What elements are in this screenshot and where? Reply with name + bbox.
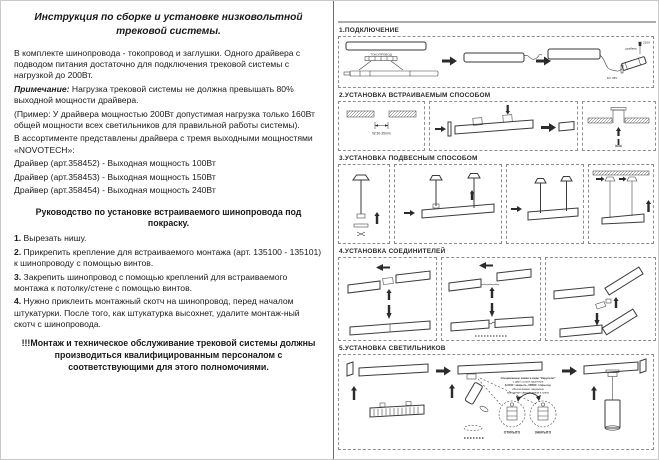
diagram-connection <box>338 36 654 88</box>
diagram-corner-connector <box>545 257 656 341</box>
text-column <box>1 1 334 459</box>
arrow-up-icon <box>614 297 619 308</box>
track-joined-angled <box>603 309 638 335</box>
arrow-up-icon <box>374 212 379 224</box>
pendant-assembled-svg <box>508 166 582 242</box>
arrow-up-icon <box>616 127 621 136</box>
end-cap <box>640 359 646 373</box>
track-plain <box>559 122 574 132</box>
section-4-header: 4.УСТАНОВКА СОЕДИНИТЕЛЕЙ <box>339 248 446 255</box>
closed-label: ЗАКРЫТО <box>534 430 552 435</box>
ceiling-hole <box>464 425 482 430</box>
conductor-rod <box>350 71 438 76</box>
arrow-right-icon <box>435 126 446 132</box>
flex-connector-svg <box>443 259 539 339</box>
arrow-right-icon <box>562 367 577 376</box>
arrow-down-icon <box>595 313 600 326</box>
niche-width-label: W:30-35mm <box>372 131 391 136</box>
pendant-luminaire <box>605 400 620 428</box>
diagram-recessed-section <box>582 101 656 151</box>
step-1 <box>14 233 323 244</box>
section-1-row <box>338 36 656 88</box>
arrow-down-icon <box>386 305 391 319</box>
arrow-left-icon <box>479 262 493 269</box>
screw-icon <box>615 145 622 147</box>
section-1-header: 1.ПОДКЛЮЧЕНИЕ <box>339 27 400 34</box>
arrow-up-icon <box>449 384 455 398</box>
track-profile <box>346 42 426 50</box>
diagram-column <box>335 1 659 460</box>
connection-diagram-svg <box>340 38 652 86</box>
connector-strip <box>481 284 499 285</box>
diagram-pendant-kit <box>338 164 390 244</box>
recessed-channel <box>613 110 624 123</box>
open-label: ОТКРЫТО <box>503 430 521 435</box>
top-divider <box>338 21 656 23</box>
track-left <box>449 279 481 291</box>
track-joined-left <box>560 325 602 337</box>
lock-note-line: обеспечивают надежное <box>512 386 544 391</box>
track-right <box>497 269 531 281</box>
wall-section <box>389 111 416 117</box>
page-title: Инструкция по сборке и установке низковольтной трековой системы. <box>34 12 303 37</box>
adapter <box>608 373 617 377</box>
arrow-right-icon <box>404 210 415 216</box>
arrow-right-icon <box>596 177 605 182</box>
arrow-left-icon <box>376 264 390 271</box>
track-right <box>396 271 430 283</box>
canopy <box>468 174 480 179</box>
screw-icon <box>505 111 510 115</box>
step-3 <box>14 272 323 295</box>
pendant-ceiling-svg <box>590 166 652 242</box>
section-2-header: 2.УСТАНОВКА ВСТРАИВАЕМЫМ СПОСОБОМ <box>339 92 491 99</box>
rod-bracket <box>357 214 365 218</box>
section-5-row <box>338 354 656 450</box>
diagram-luminaires <box>338 354 654 450</box>
arrow-up-icon <box>646 200 651 212</box>
ceiling-section <box>593 171 649 175</box>
conductor-label: ТОКОПРОВОД <box>370 52 392 57</box>
step-number: 4. <box>14 296 22 307</box>
ac-label: AC 220V <box>637 40 650 45</box>
track-left <box>348 281 380 293</box>
step-4 <box>14 296 323 330</box>
straight-connector-svg <box>340 259 436 339</box>
diagram-pendant-ceiling <box>588 164 654 244</box>
section-2-row <box>338 101 656 151</box>
step-text: Нужно приклеить монтажный скотч на шинопровод, перед началом штукатурки. После того, как штукатурка высохнет, удалите монтаж-ный скотч с шинопровода. <box>14 296 300 330</box>
detail-circle-closed <box>530 401 556 427</box>
driver-line: Драйвер (арт.358452) - Выходная мощность 100Вт <box>14 158 216 169</box>
arrow-right-icon <box>511 206 522 212</box>
step-number: 1. <box>14 233 22 244</box>
arrow-down-icon <box>489 303 494 317</box>
wall-section <box>347 111 374 117</box>
track-body <box>455 120 533 134</box>
arrow-right-icon <box>541 123 556 132</box>
assortment-paragraph: В ассортименте представлены драйвера с тремя выходными мощностями «NOVOTECH»: <box>14 133 313 155</box>
track-body <box>584 362 638 374</box>
recessed-section-svg <box>584 103 654 149</box>
screw-icon <box>357 232 365 236</box>
canopy <box>430 176 442 181</box>
ceiling-section <box>625 118 649 123</box>
end-cap <box>448 122 451 136</box>
spot-luminaire <box>465 382 483 405</box>
canopy <box>353 175 369 180</box>
canopy <box>605 177 615 181</box>
driver-line: Драйвер (арт.358454) - Выходная мощность 240Вт <box>14 185 216 196</box>
end-cap <box>347 362 353 376</box>
corner-piece <box>596 302 606 310</box>
ceiling-section <box>588 118 612 123</box>
arrow-up-icon <box>386 289 391 300</box>
niche-diagram-svg <box>340 103 424 149</box>
driver-box <box>621 56 646 70</box>
lock-note-line: с двух сторон адаптера <box>512 379 544 384</box>
luminaires-svg <box>340 356 652 448</box>
lock-note-line: Специальные замки в виде "Карусели" <box>500 376 556 380</box>
canopy <box>561 177 572 182</box>
recessed-mount-svg <box>431 103 577 149</box>
track-to-driver <box>548 49 600 59</box>
track-body <box>602 214 644 224</box>
example-paragraph: (Пример: У драйвера мощностью 200Вт допустимая нагрузка только 160Вт общей мощности всех светильников для правильной работы системы). <box>14 108 315 131</box>
arrow-right-icon <box>619 177 627 182</box>
arrow-up-icon <box>351 386 357 400</box>
corner-connector-svg <box>546 259 654 339</box>
note-label: Примечание: <box>14 83 70 94</box>
step-text: Прикрепить крепление для встраиваемого монтажа (арт. 135100 - 135101) к шинопроводу с помощью винтов. <box>14 246 322 269</box>
pendant-attach-svg <box>396 166 500 242</box>
diagram-pendant-attach <box>394 164 502 244</box>
track-with-cable <box>464 53 524 62</box>
arrow-up-icon <box>489 287 494 298</box>
arrow-up-icon <box>591 386 597 400</box>
dc-label: DC 48V <box>606 76 618 80</box>
step-number: 2. <box>14 246 22 257</box>
arrow-right-icon <box>536 57 551 66</box>
step-text: Вырезать нишу. <box>21 233 87 244</box>
diagram-flex-connector <box>441 257 540 341</box>
track-right-angled <box>605 267 643 295</box>
diagram-niche <box>338 101 425 151</box>
connector-piece <box>382 277 393 284</box>
pendant-kit-svg <box>340 166 388 242</box>
warning-paragraph: !!!Монтаж и техническое обслуживание трековой системы должны производиться квалифицированным персоналом с соответствующими для этого полномочиями. <box>21 337 316 373</box>
intro-paragraph: В комплекте шинопровода - токопровод и заглушки. Одного драйвера с подводом питания достаточно для подключения трековой системы с нагрузкой до 200Вт. <box>14 47 301 81</box>
track-body <box>458 362 542 374</box>
track-joined-left <box>451 320 489 331</box>
arrow-right-icon <box>442 57 457 66</box>
track-body <box>528 208 578 220</box>
step-number: 3. <box>14 271 22 282</box>
section-4-row <box>338 257 656 341</box>
track-left <box>554 287 594 299</box>
section-5-header: 5.УСТАНОВКА СВЕТИЛЬНИКОВ <box>339 345 446 352</box>
diagram-recessed-mount <box>429 101 578 151</box>
note-text: Нагрузка трековой системы не должна превышать 80% выходной мощности драйвера. <box>14 83 294 106</box>
arrow-right-icon <box>436 367 451 376</box>
section-3-header: 3.УСТАНОВКА ПОДВЕСНЫМ СПОСОБОМ <box>339 155 478 162</box>
guide-heading: Руководство по установке встраиваемого шинопровода под покраску. <box>35 206 302 229</box>
canopy <box>535 179 546 184</box>
step-text: Закрепить шинопровод с помощью креплений для встраиваемого монтажа к потолку/стене с помощью винтов. <box>14 271 288 294</box>
track-body <box>359 364 428 376</box>
canopy <box>627 177 637 181</box>
driver-label: драйвер <box>625 46 637 51</box>
track-joined-right <box>495 317 533 328</box>
driver-line: Драйвер (арт.358453) - Выходная мощность 150Вт <box>14 171 216 182</box>
mount-bracket <box>503 115 512 123</box>
diagram-pendant-assembled <box>506 164 584 244</box>
section-3-row <box>338 164 656 244</box>
lock-note-line: (LOCK: закрыть, OPEN: открыть), <box>504 383 552 388</box>
step-2 <box>14 247 323 270</box>
detail-circle-open <box>499 401 525 427</box>
adapter <box>467 374 476 379</box>
note-paragraph <box>14 84 323 107</box>
diagram-straight-connector <box>338 257 437 341</box>
lock-note-line: крепление светильников к треку <box>507 390 549 395</box>
